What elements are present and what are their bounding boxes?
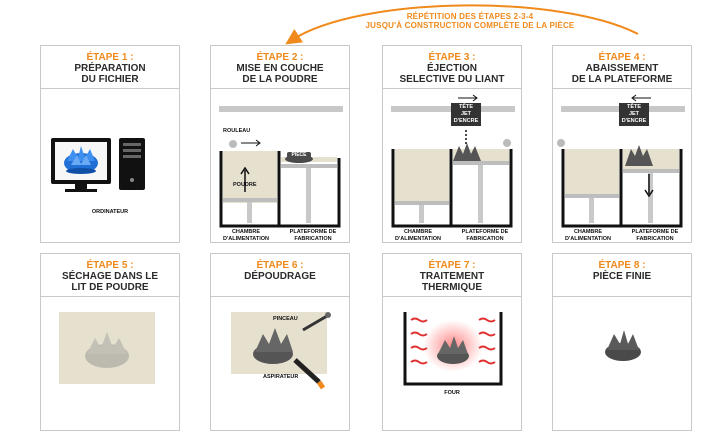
step-1-card [40,45,180,243]
step-desc-line1: ÉJECTION [426,63,477,74]
powder-layering-illustration [211,46,351,244]
build-platform-line2: FABRICATION [636,235,674,242]
build-platform-label [277,229,349,242]
step-desc-line2: DE LA PLATEFORME [571,74,673,85]
build-platform-line2: FABRICATION [466,235,504,242]
print-head-line3: D'ENCRE [621,118,647,124]
build-platform-line1: PLATEFORME DE [461,229,509,235]
step-6-card [210,253,350,431]
step-7-card [382,253,522,431]
print-head-line2: JET [460,111,472,117]
step-desc-line1: DÉPOUDRAGE [244,271,316,282]
print-head-line1: TÊTE [458,104,474,110]
step-desc-line2: THERMIQUE [422,282,482,293]
powder-label: POUDRE [233,182,257,188]
feed-chamber-line2: D'ALIMENTATION [394,235,441,242]
repeat-note-line2: JUSQU'À CONSTRUCTION COMPLÈTE DE LA PIÈCE [365,21,575,30]
feed-chamber-label [557,229,619,242]
step-label: ÉTAPE 5 : [86,260,134,271]
step-desc-line1: TRAITEMENT [419,271,485,282]
finished-part-illustration [553,254,693,432]
step-label: ÉTAPE 2 : [256,52,304,63]
step-desc-line1: PIÈCE FINIE [592,271,652,282]
step-label: ÉTAPE 1 : [86,52,134,63]
feed-chamber-line2: D'ALIMENTATION [222,235,269,242]
feed-chamber-line1: CHAMBRE [231,229,261,235]
build-platform-label [619,229,691,242]
step-desc-line1: MISE EN COUCHE [236,63,324,74]
binder-jetting-illustration [383,46,523,244]
drying-illustration [41,254,181,432]
print-head [619,103,649,126]
step-desc-line1: SÉCHAGE DANS LE [61,271,159,282]
step-2-card [210,45,350,243]
print-head-line2: JET [628,111,640,117]
step-8-card [552,253,692,431]
build-platform-line1: PLATEFORME DE [289,229,337,235]
step-desc-line2: DE LA POUDRE [242,74,318,85]
computer-label: ORDINATEUR [91,209,129,215]
print-head-line1: TÊTE [626,104,642,110]
step-desc-line1: PRÉPARATION [74,63,146,74]
feed-chamber-label [215,229,277,242]
build-platform-label [449,229,521,242]
repeat-note-line1: RÉPÉTITION DES ÉTAPES 2-3-4 [406,12,534,21]
step-label: ÉTAPE 8 : [598,260,646,271]
part-label: PIÈCE [287,152,311,158]
furnace-illustration [383,254,523,432]
feed-chamber-line2: D'ALIMENTATION [564,235,611,242]
step-4-card [552,45,692,243]
depowdering-illustration [211,254,351,432]
feed-chamber-line1: CHAMBRE [573,229,603,235]
step-label: ÉTAPE 4 : [598,52,646,63]
step-5-card [40,253,180,431]
build-platform-line1: PLATEFORME DE [631,229,679,235]
print-head-line3: D'ENCRE [453,118,479,124]
build-platform-line2: FABRICATION [294,235,332,242]
step-3-card [382,45,522,243]
step-label: ÉTAPE 7 : [428,260,476,271]
feed-chamber-line1: CHAMBRE [403,229,433,235]
step-label: ÉTAPE 6 : [256,260,304,271]
step-desc-line2: LIT DE POUDRE [71,282,149,293]
step-desc-line2: SELECTIVE DU LIANT [399,74,505,85]
step-desc-line1: ABAISSEMENT [585,63,659,74]
print-head [451,103,481,126]
platform-lowering-illustration [553,46,693,244]
feed-chamber-label [387,229,449,242]
tower-pc-icon [119,138,145,190]
furnace-label: FOUR [444,390,460,396]
brush-label: PINCEAU [273,316,298,322]
vacuum-label: ASPIRATEUR [263,374,299,380]
roller-label: ROULEAU [223,128,251,134]
step-label: ÉTAPE 3 : [428,52,476,63]
monitor-icon [51,138,111,192]
step-desc-line2: DU FICHIER [81,74,139,85]
